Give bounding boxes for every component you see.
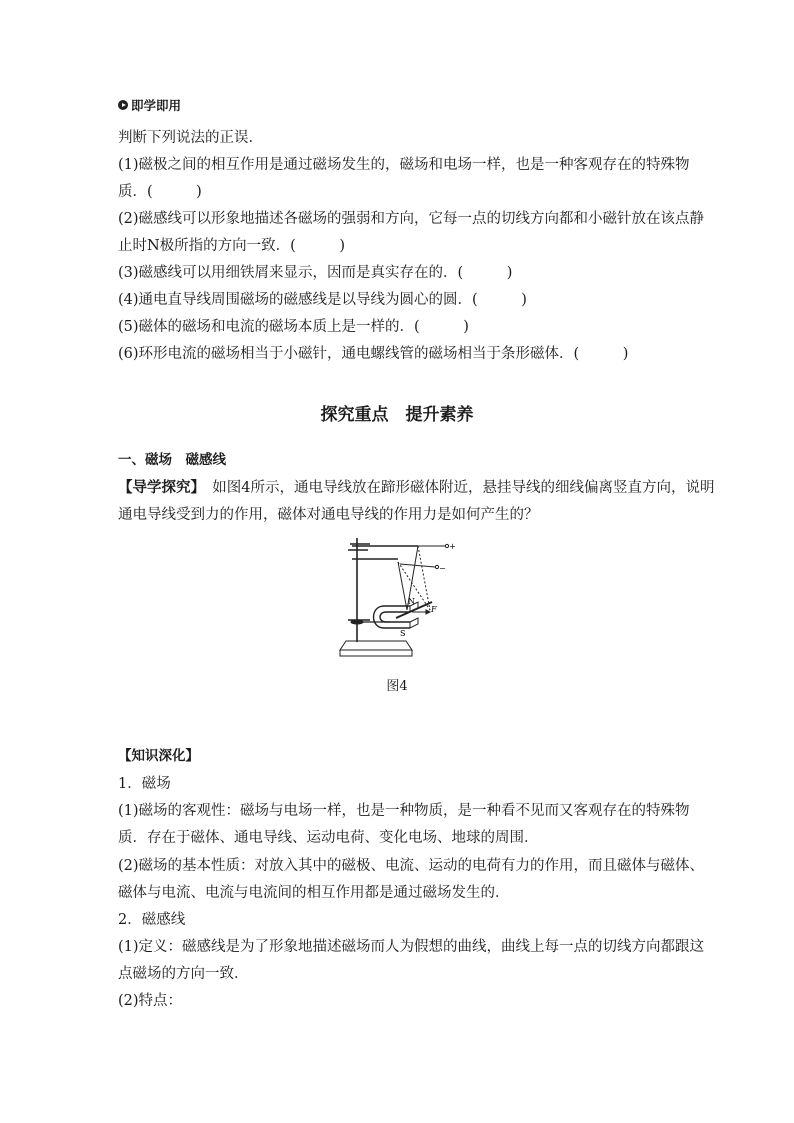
section-title: 探究重点 提升素养	[320, 405, 474, 425]
knowledge-p3-line-2: 点磁场的方向一致．	[118, 966, 249, 982]
figure-label-s: S	[400, 629, 406, 638]
practice-item-5: (5)磁体的磁场和电流的磁场本质上是一样的．( )	[118, 319, 469, 335]
guide-paragraph-line-2: 通电导线受到力的作用，磁体对通电导线的作用力是如何产生的？	[118, 507, 539, 523]
guide-paragraph-line-1	[118, 478, 714, 498]
figure-caption: 图4	[386, 679, 408, 694]
guide-label: 【导学探究】	[118, 480, 198, 496]
knowledge-p1-line-1: (1)磁场的客观性：磁场与电场一样，也是一种物质，是一种看不见而又客观存在的特殊物	[118, 803, 690, 819]
practice-item-4: (4)通电直导线周围磁场的磁感线是以导线为圆心的圆．( )	[118, 292, 527, 308]
knowledge-p4: (2)特点：	[118, 993, 183, 1009]
practice-header	[118, 96, 181, 114]
figure-label-n: N	[408, 597, 415, 606]
part1-title: 一、磁场 磁感线	[118, 452, 226, 468]
figure-label-plus: +	[449, 542, 456, 551]
play-circle-icon	[118, 100, 128, 110]
practice-item-6: (6)环形电流的磁场相当于小磁针，通电螺线管的磁场相当于条形磁体．( )	[118, 346, 629, 362]
practice-intro: 判断下列说法的正误．	[118, 130, 263, 146]
knowledge-p1-line-2: 质．存在于磁体、通电导线、运动电荷、变化电场、地球的周围．	[118, 830, 539, 846]
knowledge-p2-line-2: 磁体与电流、电流与电流间的相互作用都是通过磁场发生的．	[118, 885, 510, 901]
practice-item-1-line-1: (1)磁极之间的相互作用是通过磁场发生的，磁场和电场一样，也是一种客观存在的特殊物	[118, 157, 690, 173]
knowledge-p2-line-1: (2)磁场的基本性质：对放入其中的磁极、电流、运动的电荷有力的作用，而且磁体与磁体、	[118, 858, 705, 874]
practice-item-2-line-2: 止时N极所指的方向一致．( )	[118, 238, 346, 254]
guide-text-1: 如图4所示，通电导线放在蹄形磁体附近，悬挂导线的细线偏离竖直方向，说明	[197, 480, 715, 496]
practice-title: 即学即用	[131, 98, 182, 113]
knowledge-heading-2: 2．磁感线	[118, 912, 186, 928]
practice-item-3: (3)磁感线可以用细铁屑来显示，因而是真实存在的．( )	[118, 265, 513, 281]
practice-item-2-line-1: (2)磁感线可以形象地描述各磁场的强弱和方向，它每一点的切线方向都和小磁针放在该点静	[118, 211, 705, 227]
figure-label-f: F	[431, 605, 437, 614]
figure-4-apparatus	[330, 532, 460, 664]
knowledge-p3-line-1: (1)定义：磁感线是为了形象地描述磁场而人为假想的曲线，曲线上每一点的切线方向都跟这	[118, 939, 705, 955]
knowledge-heading-1: 1．磁场	[118, 776, 171, 792]
practice-item-1-line-2: 质．( )	[118, 184, 202, 200]
figure-label-minus: −	[439, 564, 446, 573]
knowledge-label: 【知识深化】	[118, 748, 199, 764]
